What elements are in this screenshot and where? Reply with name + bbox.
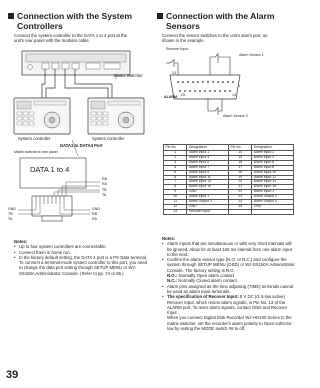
nc-label: N.C.: [167,278,178,284]
right-heading [157,12,297,31]
pin-label: RB [102,177,107,181]
table-cell: Alarm Output 3 [187,200,229,205]
table-cell: Alarm Input 6 [252,160,294,165]
note-text: Confirm the alarm sensor type (N.O. or N.C.) and configure the system through SETUP MENU (OSD) or WJ-SX150A Administrator Console. [167,257,295,273]
table-cell: 23 [228,195,251,200]
note-item: • Alarm pins assigned as the time adjusting (TIME) terminals cannot be used as alarm input terminals. [162,284,296,295]
system-controller-label: System controller [92,136,125,141]
left-intro-line: Connect the system controller to the DATA 1 to 4 port at the [14,33,128,38]
pin-number: 1 [238,84,240,88]
table-cell: Alarm Input 15 [187,185,229,190]
table-cell: GND [187,204,229,209]
table-cell: Alarm Output 2 [252,195,294,200]
spec-body: Recover Input, which resets alarm signals, is Pin No. 13 of the ALARM port. To reset alarm signals, contact GND and Recover Input. [167,299,288,316]
pin-label: RA [102,182,107,186]
rear-panel-label: Matrix switcher's rear panel [14,150,58,154]
alarm-pin-table [163,144,294,215]
spec-text: 5 V DC (/1 5 low active) [239,294,285,300]
recover-input-label: Recover Input [166,47,189,51]
square-bullet-icon [157,13,163,19]
table-cell: Recover input [187,209,229,214]
spec-title: The specification of Recover Input: [167,294,239,300]
table-cell: Alarm Input 16 [252,185,294,190]
table-cell: Alarm Input 9 [187,170,229,175]
alarm-sensor-2-label: Alarm Sensor 2 [223,114,248,118]
note-item [162,241,296,257]
table-cell: 21 [228,185,251,190]
spec-body: When you connect Digital Disk Recorder WJ-HD100 Series to the matrix switcher, set the recorder's alarm polarity to Open-collector low by setting the MODE switch #6 to off. [167,315,292,332]
left-heading [8,12,148,31]
left-intro [14,33,150,44]
right-intro [162,33,296,44]
table-cell: Alarm Input 1 [187,195,229,200]
right-intro-line: shown in the example. [162,38,205,44]
table-cell: Alarm Input 7 [187,165,229,170]
table-cell: 24 [228,200,251,205]
table-cell: Alarm Input 1 [252,190,294,195]
right-notes [162,236,296,331]
column-header: Pin No. [164,145,187,151]
table-cell: 10 [164,195,187,200]
page-number: 39 [6,369,19,381]
note-text: Allow for at least 160 ms interval from one alarm input to the next. [167,246,292,257]
note-text: The factory setting is N.O. [185,267,235,273]
pin-label: TA [102,193,107,197]
gnd-label: GND [92,207,100,211]
table-cell: Alarm Input 1 [187,151,229,156]
pin-label: TB [102,188,107,192]
table-row [164,209,294,214]
table-cell: 25 [228,204,251,209]
square-bullet-icon [8,13,14,19]
table-cell: 20 [228,180,251,185]
pin-label: TB [8,212,13,216]
table-cell: Alarm Input 12 [252,175,294,180]
column-header: Designation [252,145,294,151]
pin-number: 14 [232,93,236,97]
note-item: • Up to four system controllers are connectable. [14,244,148,249]
pin-number: 13 [172,71,176,75]
notes-title: Notes: [14,239,28,244]
table-cell [228,209,251,214]
system-controller-right [88,98,144,134]
column-header: Designation [187,145,229,151]
notes-title: Notes: [162,236,176,241]
table-cell: Alarm Input 8 [252,165,294,170]
note-text: Alarm inputs that are simultaneous or with very short intervals will be ignored. [167,241,292,252]
table-cell: Alarm Input 5 [187,160,229,165]
column-header: Pin No. [228,145,251,151]
table-cell: 22 [228,190,251,195]
table-cell: 12 [164,204,187,209]
table-cell: GND [187,190,229,195]
pin-label: RA [92,217,97,221]
alarm-port-label: ALARM [164,95,177,99]
no-text: Normally Open alarm contact [178,273,235,279]
note-item: • Connect them in home run. [14,250,148,255]
table-cell: 15 [228,155,251,160]
table-cell: 13 [164,209,187,214]
note-item [162,257,296,283]
system-controller-label: System controller [18,136,51,141]
table-cell: 8 [164,185,187,190]
table-cell: Alarm Input 13 [187,180,229,185]
right-intro-line: Connect the sensor switches to the unit's alarm port, as [162,33,268,38]
left-intro-line: unit's rear panel with the modular cable. [14,38,90,44]
table-cell: 19 [228,175,251,180]
table-cell: 2 [164,155,187,160]
table-cell: 17 [228,165,251,170]
table-cell: 16 [228,160,251,165]
data-ports-label: DATA1 to DATA4 Port [60,143,103,148]
table-cell: Alarm Input 2 [252,151,294,156]
table-cell: Alarm Input 10 [252,170,294,175]
table-cell: Alarm Input 11 [187,175,229,180]
table-cell: 9 [164,190,187,195]
table-cell: Alarm Output 4 [252,200,294,205]
table-cell: 3 [164,160,187,165]
system-controller-left [14,98,70,134]
pin-label: RB [92,212,97,216]
table-cell: 11 [164,200,187,205]
table-body [164,151,294,215]
table-cell: 18 [228,170,251,175]
table-cell: GND [252,204,294,209]
data-port-pinout-diagram [12,152,152,232]
table-cell: 4 [164,165,187,170]
right-heading-line1: Connection with the Alarm [166,11,275,21]
left-heading-line1: Connection with the System [17,11,133,21]
table-cell [252,209,294,214]
left-notes [14,239,148,276]
data-1-to-4-label: DATA 1 to 4 [30,165,70,174]
pin-number: 25 [181,93,185,97]
no-label: N.O.: [167,273,178,279]
gnd-label: GND [8,207,16,211]
note-item: • In the factory default setting, the DATA 4 port is a PS·Data terminal. To connect a terminal-mode system controller to this port, you need to change the data port setting through SETUP MENU or WJ-SX150A Administrator Console. (Refer to pp. 74 or 86.) [14,255,148,276]
matrix-switcher-label: Matrix Switcher [114,73,143,78]
table-cell: 5 [164,170,187,175]
table-cell: Alarm Input 4 [252,155,294,160]
alarm-sensor-1-label: Alarm Sensor 1 [239,53,264,57]
table-cell: Alarm Input 3 [187,155,229,160]
right-heading-line2: Sensors [166,20,200,31]
table-cell: Alarm Input 14 [252,180,294,185]
left-heading-line2: Controllers [17,20,63,31]
table-cell: 14 [228,151,251,156]
note-item [162,294,296,331]
table-cell: 1 [164,151,187,156]
nc-text: Normally Closed alarm contact. [178,278,238,284]
table-cell: 7 [164,180,187,185]
table-cell: 6 [164,175,187,180]
pin-label: TA [8,217,13,221]
